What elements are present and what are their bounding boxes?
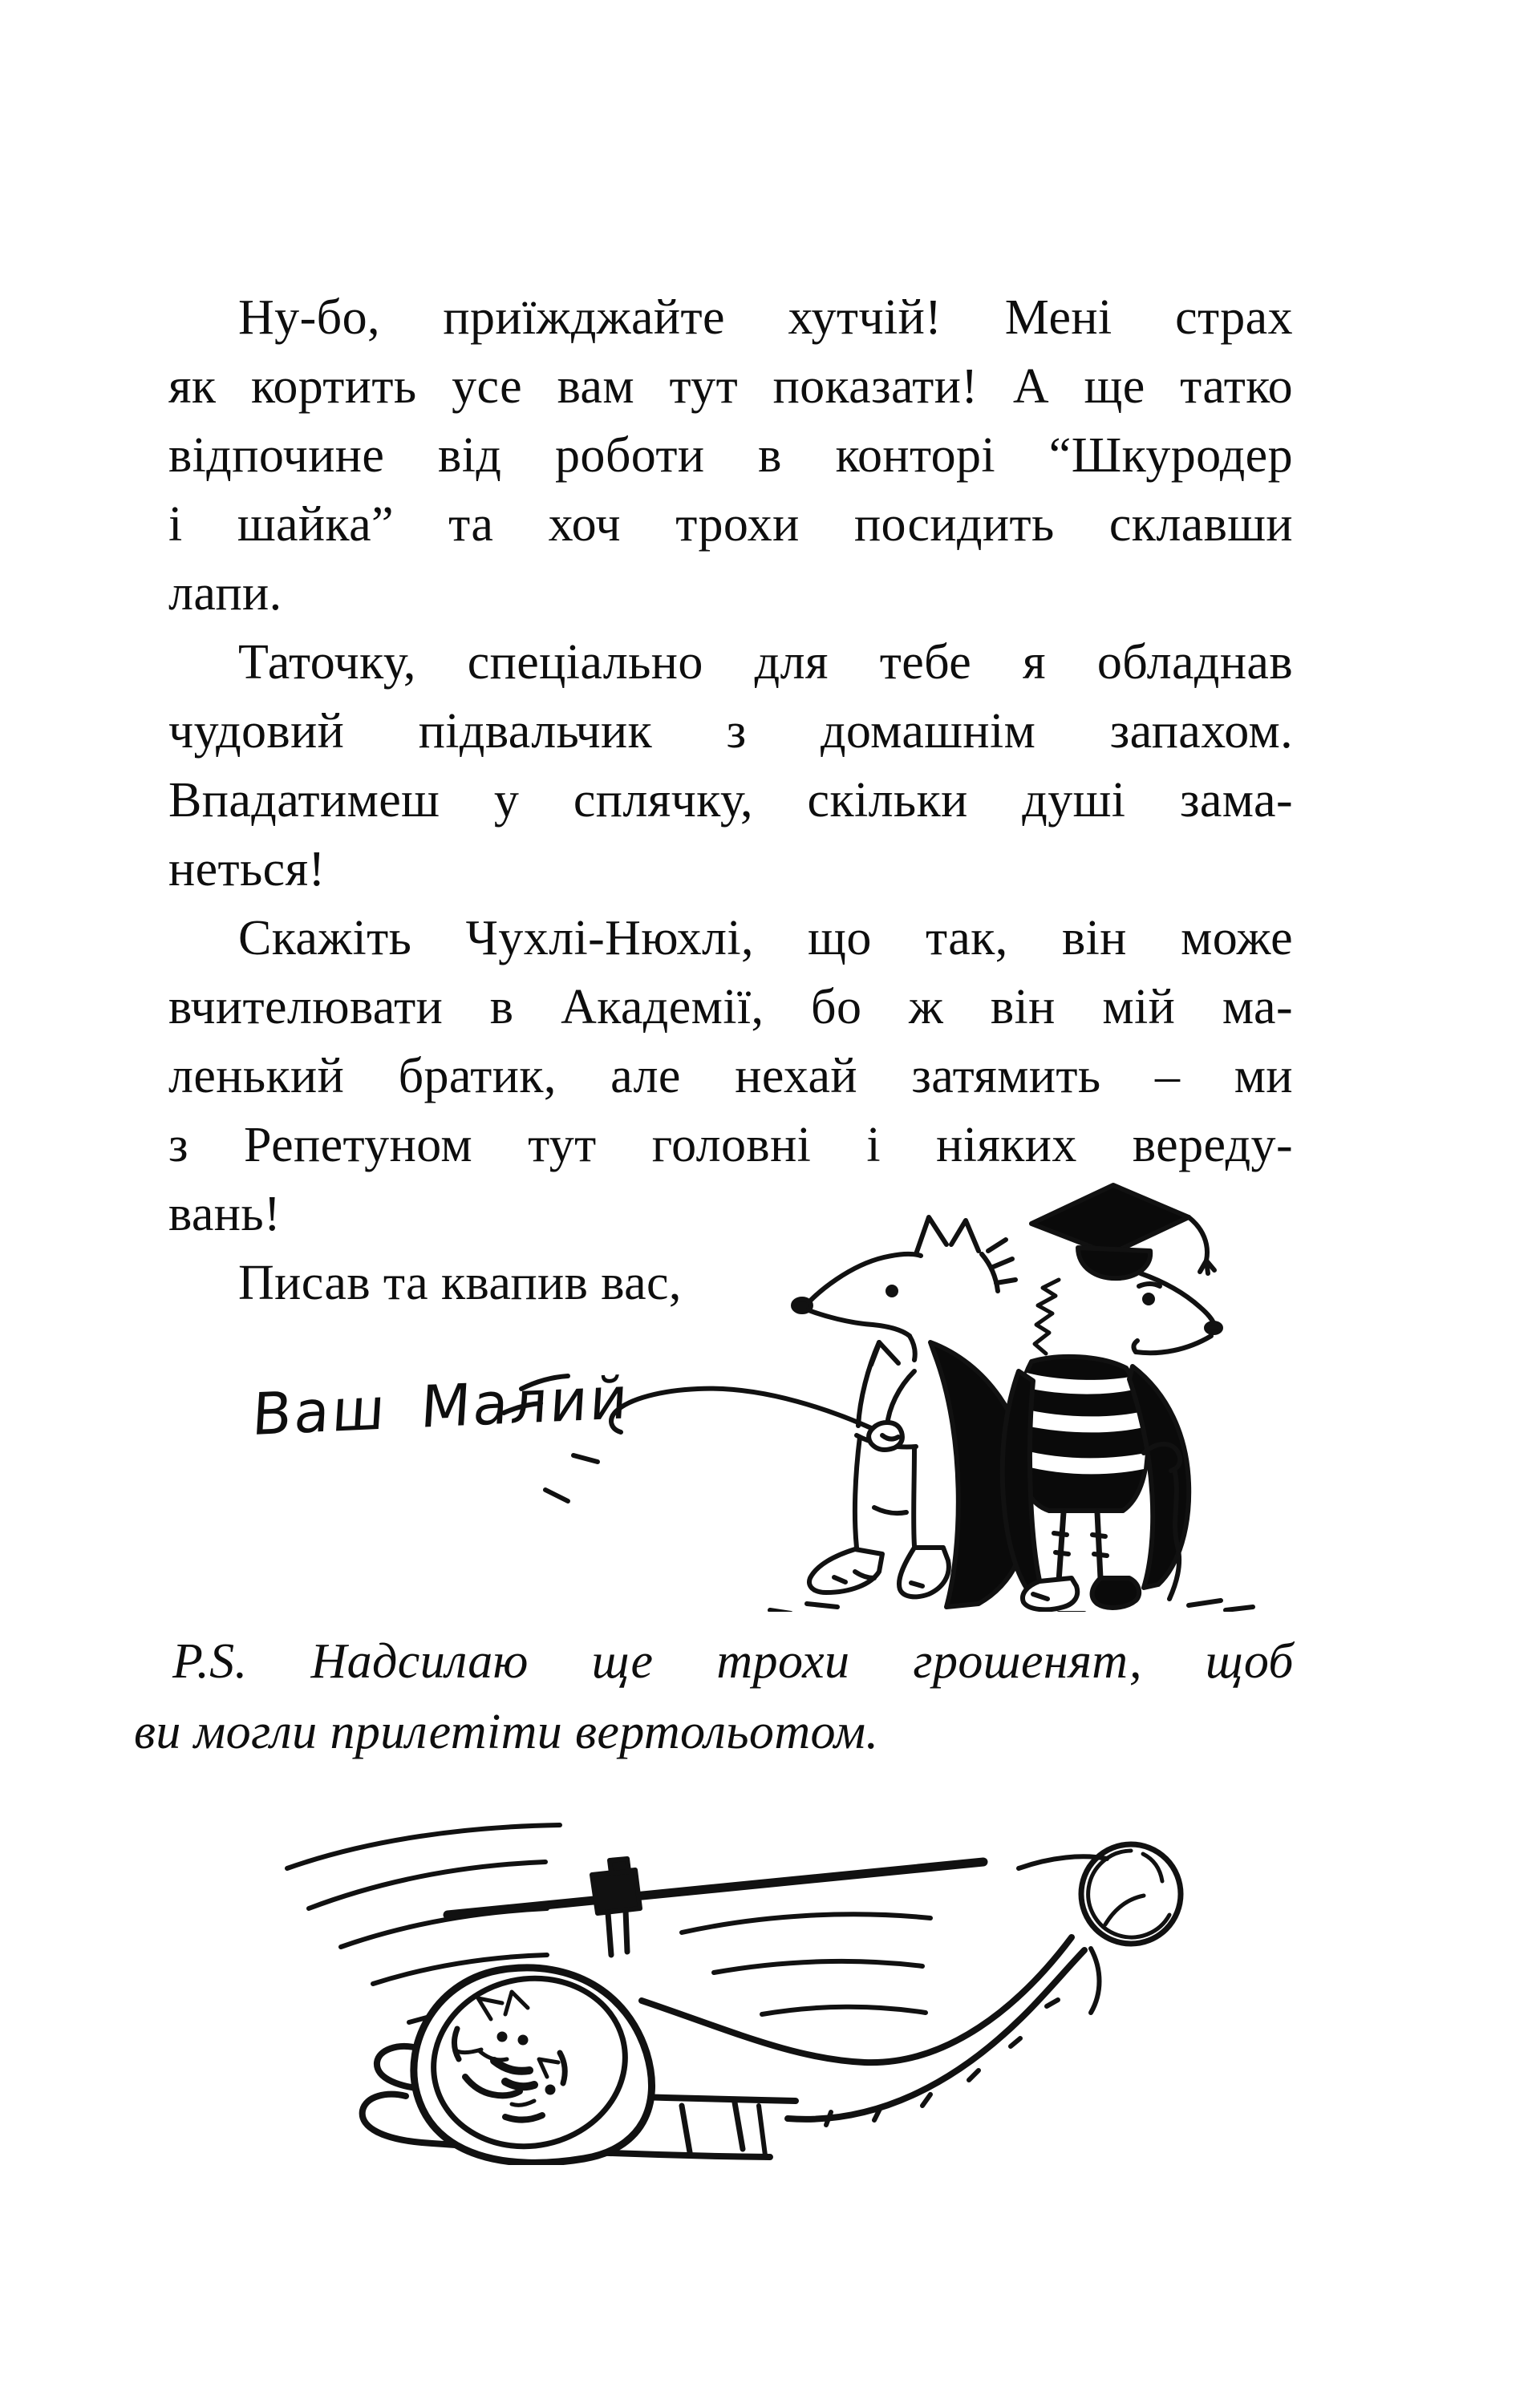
ground-hatches (770, 1601, 1253, 1612)
text-line: Таточку, спеціально для тебе я обладнав (238, 635, 1293, 690)
postscript (134, 1626, 1294, 1767)
whip (504, 1376, 890, 1501)
text-line: як кортить усе вам тут показати! А ще татко (168, 359, 1293, 414)
mortarboard-icon (1031, 1185, 1189, 1254)
text-line: відпочине від роботи в конторі “Шкуродер (168, 428, 1293, 483)
text-line: і шайка” та хоч трохи посидить склавши (168, 497, 1293, 552)
main-rotor (448, 1859, 983, 1955)
signature: Ваш Малий (250, 1364, 632, 1448)
text-line: Ну-бо, приїжджайте хутчій! Мені страх (238, 290, 1293, 345)
closing-line: Писав та квапив вас, (238, 1256, 682, 1310)
tail-rotor (1081, 1844, 1181, 2013)
text-line: чудовий підвальчик з домашнім запахом. (168, 704, 1293, 759)
text-line: ви могли прилетіти вертольотом. (134, 1705, 879, 1759)
right-character (1003, 1185, 1221, 1609)
characters-illustration (497, 1171, 1275, 1612)
cockpit (414, 1961, 652, 2163)
text-line: Впадатимеш у сплячку, скільки душі зама- (168, 773, 1293, 828)
text-line: вань! (168, 1187, 282, 1241)
letter-text (168, 283, 1293, 1317)
rotor-motion-lines (287, 1825, 1107, 2022)
text-line: ленький братик, але нехай затямить – ми (168, 1049, 1293, 1103)
text-line: P.S. Надсилаю ще трохи грошенят, щоб (172, 1634, 1294, 1689)
text-line: з Репетуном тут головні і ніяких вереду- (168, 1118, 1293, 1172)
text-line: неться! (168, 842, 326, 896)
helicopter-illustration (265, 1812, 1195, 2165)
text-line: вчителювати в Академії, бо ж він мій ма- (168, 980, 1293, 1034)
text-line: лапи. (168, 566, 282, 621)
text-line: Скажіть Чухлі-Нюхлі, що так, він може (238, 911, 1293, 965)
